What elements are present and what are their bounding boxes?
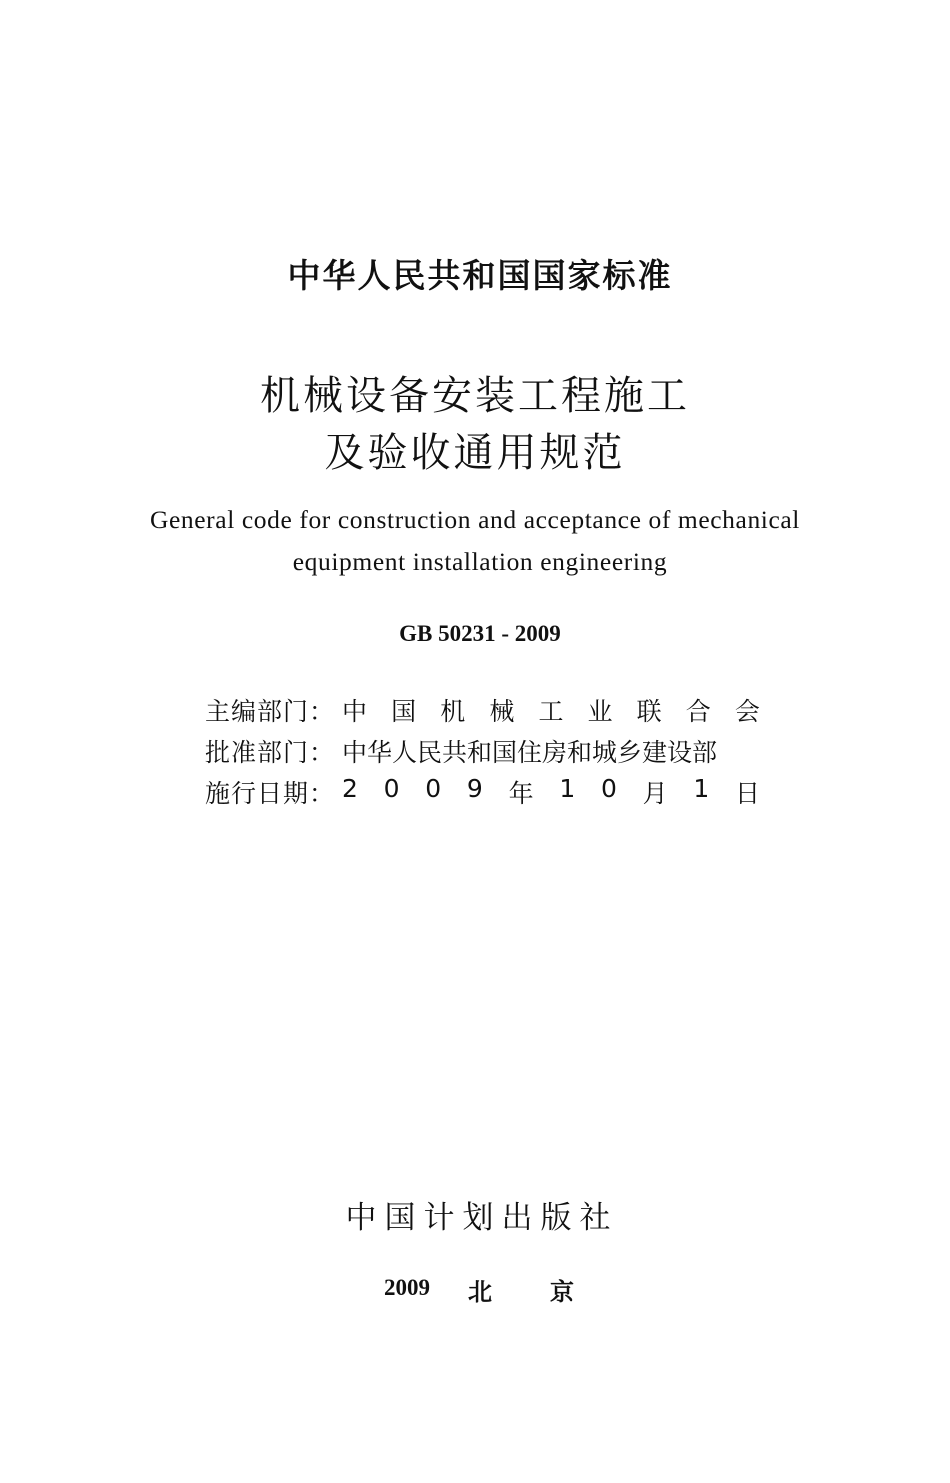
editor-char: 中 bbox=[342, 697, 368, 726]
editor-char: 机 bbox=[440, 697, 466, 726]
editor-value bbox=[342, 692, 760, 728]
editor-char: 合 bbox=[685, 697, 711, 726]
effective-date-row bbox=[205, 774, 760, 810]
editor-row bbox=[205, 692, 760, 728]
editor-char: 国 bbox=[391, 697, 417, 726]
imprint-year: 2009 bbox=[384, 1275, 430, 1300]
effective-date-char: 1 bbox=[693, 774, 710, 803]
effective-date-char: 0 bbox=[425, 774, 442, 803]
effective-date-char: 月 bbox=[642, 779, 668, 808]
effective-date-char: 1 bbox=[559, 774, 576, 803]
editor-char: 工 bbox=[538, 697, 564, 726]
editor-label: 主编部门： bbox=[205, 697, 336, 726]
effective-date-char: 日 bbox=[734, 779, 760, 808]
approver-label: 批准部门： bbox=[205, 738, 336, 767]
imprint-city: 北京 bbox=[468, 1278, 632, 1306]
editor-char: 联 bbox=[636, 697, 662, 726]
publisher-name: 中国计划出版社 bbox=[345, 1200, 619, 1236]
effective-date-char: 年 bbox=[508, 779, 534, 808]
national-standard-heading: 中华人民共和国国家标准 bbox=[287, 256, 673, 295]
english-title-line-1: General code for construction and acceptance of mechanical bbox=[149, 505, 800, 534]
chinese-title-line-2: 及验收通用规范 bbox=[324, 430, 626, 476]
editor-char: 业 bbox=[587, 697, 613, 726]
effective-date-char: 9 bbox=[466, 774, 483, 803]
effective-date-char: 0 bbox=[600, 774, 617, 803]
standard-code-number: GB 50231 - 2009 bbox=[399, 621, 561, 646]
effective-date-value bbox=[342, 774, 760, 810]
imprint-line bbox=[384, 1272, 632, 1308]
english-title-line-2: equipment installation engineering bbox=[292, 547, 668, 576]
editor-char: 会 bbox=[734, 697, 760, 726]
chinese-title-line-1: 机械设备安装工程施工 bbox=[260, 373, 690, 419]
effective-date-char: 0 bbox=[383, 774, 400, 803]
editor-char: 械 bbox=[489, 697, 515, 726]
effective-date-char: 2 bbox=[342, 774, 358, 803]
effective-date-label: 施行日期： bbox=[205, 779, 336, 808]
approver-row bbox=[205, 733, 760, 769]
approver-value: 中华人民共和国住房和城乡建设部 bbox=[342, 738, 718, 767]
